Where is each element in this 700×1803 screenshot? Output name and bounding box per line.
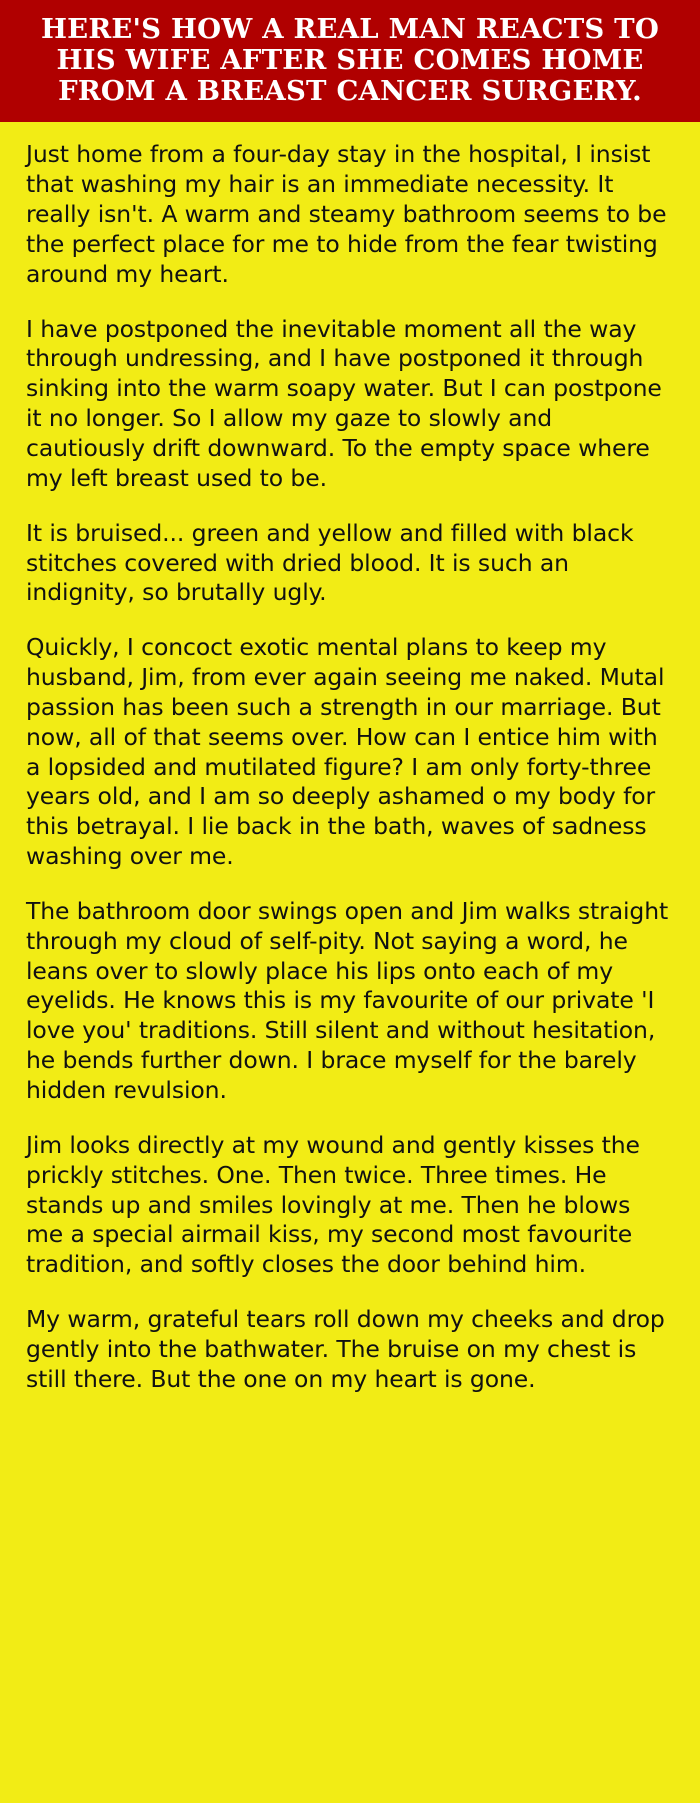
story-paragraph: The bathroom door swings open and Jim walks straight through my cloud of self-pity. Not saying a word, he leans over to slowly place his lips onto each of my eyelids. He knows this is my favourite of our private 'I love you' traditions. Still silent and without hesitation, he bends further down. I brace myself for the barely hidden revulsion. [26,896,669,1105]
headline-banner [0,0,700,122]
headline-title: HERE'S HOW A REAL MAN REACTS TO HIS WIFE AFTER SHE COMES HOME FROM A BREAST CANCER SURGERY. [40,13,660,107]
story-paragraph: Jim looks directly at my wound and gently kisses the prickly stitches. One. Then twice. Three times. He stands up and smiles lovingly at me. Then he blows me a special airmail kiss, my second most favourite tradition, and softly closes the door behind him. [26,1130,640,1279]
story-body [0,122,700,1420]
story-paragraph: Just home from a four-day stay in the hospital, I insist that washing my hair is an immediate necessity. It really isn't. A warm and steamy bathroom seems to be the perfect place for me to hide from the fear twisting around my heart. [26,140,667,288]
story-paragraph: It is bruised... green and yellow and filled with black stitches covered with dried blood. It is such an indignity, so brutally ugly. [26,518,634,607]
story-paragraph: Quickly, I concoct exotic mental plans to keep my husband, Jim, from ever again seeing me naked. Mutal passion has been such a strength in our marriage. But now, all of that seems over. How can I entice him with a lopsided and mutilated figure? I am only forty-three years old, and I am so deeply ashamed o my body for this betrayal. I lie back in the bath, waves of sadness washing over me. [26,633,665,871]
story-paragraph: My warm, grateful tears roll down my cheeks and drop gently into the bathwater. The bruise on my chest is still there. But the one on my heart is gone. [26,1305,665,1393]
story-paragraph: I have postponed the inevitable moment all the way through undressing, and I have postponed it through sinking into the warm soapy water. But I can postpone it no longer. So I allow my gaze to slowly and cautiously drift downward. To the empty space where my left breast used to be. [26,314,662,492]
